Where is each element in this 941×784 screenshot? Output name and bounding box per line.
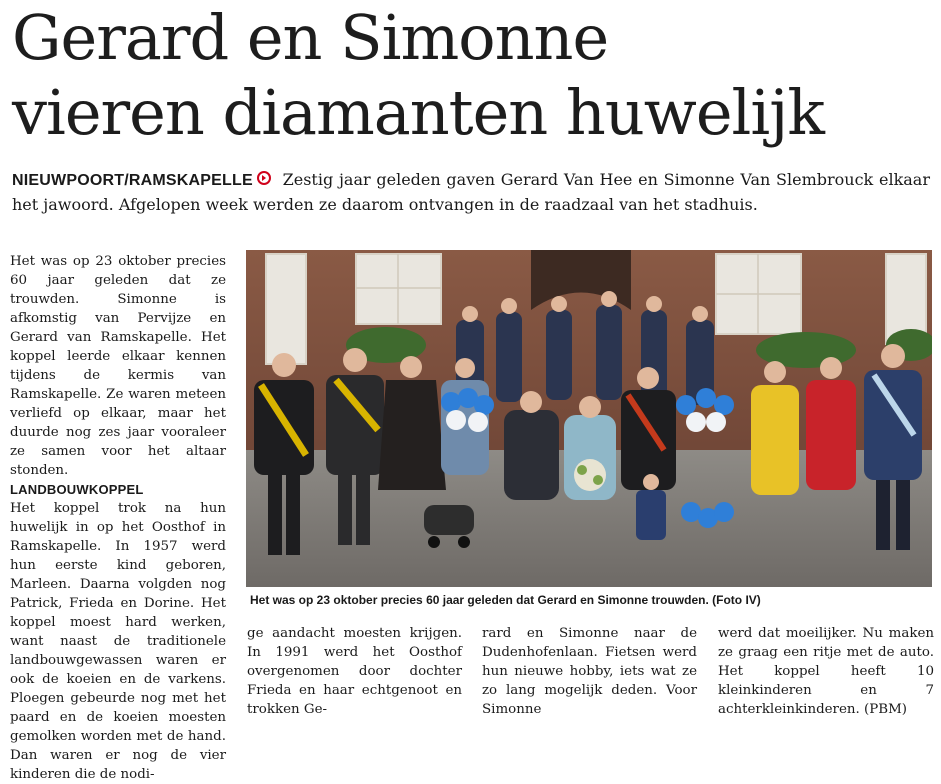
body-paragraph-5: werd dat moeilijker. Nu maken ze graag een ritje met de auto. Het koppel heeft 10 kleinkinderen en 7 achterkleinkinderen. (PBM) — [718, 626, 934, 717]
body-paragraph-3: ge aandacht moesten krijgen. In 1991 werd het Oosthof overgenomen door dochter Frieda en haar echtgenoot en trokken Ge- — [247, 626, 462, 717]
circle-arrow-icon — [257, 171, 271, 185]
column-1 — [10, 252, 226, 784]
group-photo — [246, 250, 932, 587]
subhead: LANDBOUWKOPPEL — [10, 482, 144, 497]
group-photo-illustration — [246, 250, 932, 587]
body-paragraph-2: Het koppel trok na hun huwelijk in op het Oosthof in Ramskapelle. In 1957 werd hun eerste kind geboren, Marleen. Daarna volgden nog Patrick, Frieda en Dorine. Het koppel moest hard werken, want naast de traditionele landbouwgewassen waren er ook de koeien en de varkens. Ploegen gebeurde nog met het paard en de koeien moesten gemolken worden met de hand. Dan waren er nog de vier kinderen die de nodi- — [10, 501, 226, 782]
body-paragraph-4: rard en Simonne naar de Dudenhofenlaan. Fietsen werd hun nieuwe hobby, iets wat ze zo lang mogelijk deden. Voor Simonne — [482, 626, 697, 717]
headline-line-2: vieren diamanten huwelijk — [12, 76, 824, 149]
column-3 — [482, 624, 697, 719]
column-4 — [718, 624, 934, 719]
intro-paragraph — [12, 168, 930, 217]
dateline: NIEUWPOORT/RAMSKAPELLE — [12, 172, 253, 189]
photo-caption: Het was op 23 oktober precies 60 jaar geleden dat Gerard en Simonne trouwden. (Foto IV) — [250, 593, 761, 607]
column-2 — [247, 624, 462, 719]
body-paragraph-1: Het was op 23 oktober precies 60 jaar geleden dat ze trouwden. Simonne is afkomstig van Pervijze en Gerard van Ramskapelle. Het koppel leerde elkaar kennen tijdens de kermis van Ramskapelle. Ze waren meteen verliefd op elkaar, maar het duurde nog zes jaar vooraleer ze samen voor het altaar stonden. — [10, 254, 226, 478]
headline-line-1: Gerard en Simonne — [12, 1, 609, 74]
intro-text: Zestig jaar geleden gaven Gerard Van Hee en Simonne Van Slembrouck elkaar het jawoord. Afgelopen week werden ze daarom ontvangen in de raadzaal van het stadhuis. — [12, 170, 930, 214]
headline — [12, 0, 937, 150]
